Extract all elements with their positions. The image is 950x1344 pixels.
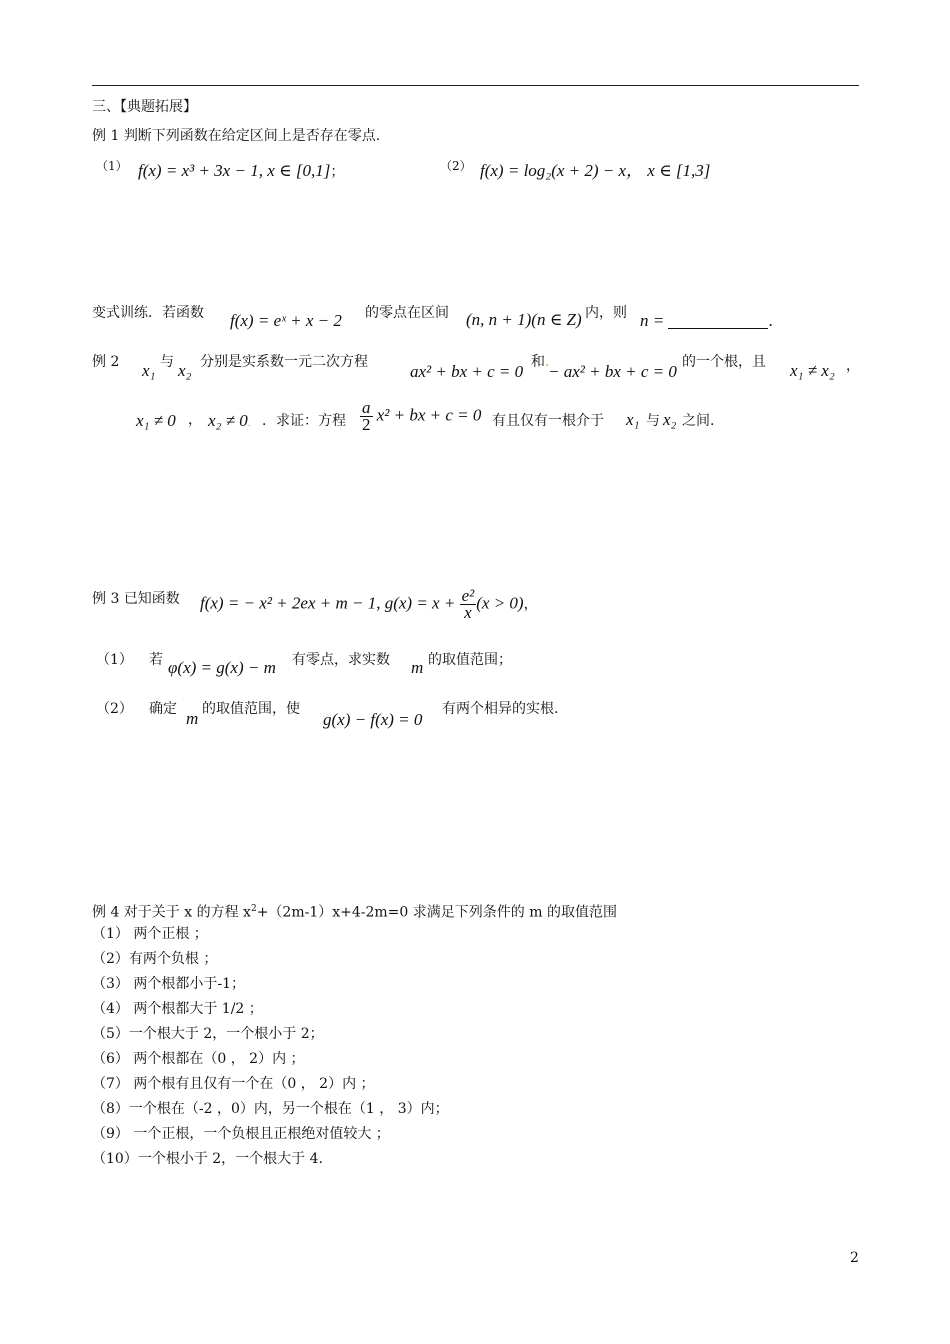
example-3-q2-label: （2）: [96, 701, 133, 717]
variant-text-a: 变式训练．若函数: [92, 305, 204, 321]
example-1-title: [92, 126, 380, 146]
example-4-intro-a: 例 4 对于关于 x 的方程 x: [92, 904, 251, 921]
example-1-text: 判断下列函数在给定区间上是否存在零点.: [123, 128, 381, 144]
example-4-item: （3） 两个根都小于-1；: [92, 976, 245, 992]
example-1-label: 例 1: [92, 128, 120, 144]
example-3-label-text: 例 3: [92, 591, 120, 607]
example-1-part-1-formula: [138, 160, 344, 184]
dot-mark: .: [545, 354, 550, 370]
example-4-item: （9） 一个正根，一个负根且正根绝对值较大 ；: [92, 1126, 390, 1142]
function-domain: (x > 0): [476, 593, 524, 613]
answer-blank: [668, 316, 768, 329]
example-2-and-3: 与: [646, 413, 660, 429]
example-3-q1-label: （1）: [96, 652, 133, 668]
example-3-q2-text-c: 有两个相异的实根.: [442, 701, 559, 717]
example-2-text-b: 的一个根，且: [682, 354, 766, 370]
example-1-part-2-formula: f(x) = log₂(x + 2) − x， x ∈ [1,3]: [480, 161, 711, 180]
example-3-q1-text-b: 有零点，求实数: [292, 652, 390, 668]
variant-end: .: [768, 311, 773, 330]
example-3-q2-text-a: 确定: [149, 701, 177, 717]
example-3-intro: 已知函数: [123, 591, 180, 607]
example-2-text-c: ．求证：方程: [262, 413, 346, 429]
example-4-item: （4） 两个根都大于 1/2 ；: [92, 1001, 263, 1017]
example-4-item: （5）一个根大于 2，一个根小于 2；: [92, 1026, 324, 1042]
example-4-intro: [92, 899, 617, 923]
example-3-q2-text-b: 的取值范围，使: [202, 701, 300, 717]
variant-function: f(x) = eˣ + x − 2: [230, 311, 342, 330]
page-number: 2: [850, 1250, 859, 1266]
example-3-label: [92, 589, 180, 609]
example-2-x2-b: x₂: [663, 410, 677, 429]
example-2-x1: x₁: [142, 361, 156, 380]
formula-text: f(x) = x³ + 3x − 1, x ∈ [0,1]: [138, 161, 331, 180]
example-4-item: （1） 两个正根 ；: [92, 926, 208, 942]
cond-2-text: x₂ ≠ 0: [208, 411, 248, 430]
example-1-part-1-label: （1）: [96, 159, 128, 173]
example-2-equation-3: [360, 400, 481, 433]
example-4-item: （2）有两个负根 ；: [92, 951, 218, 967]
example-2-x2: x₂: [178, 361, 192, 380]
example-2-text-e: 之间.: [682, 413, 715, 429]
fraction-numerator: a: [362, 398, 371, 417]
example-2-cond-1: x₁ ≠ 0: [136, 411, 176, 430]
and-text: 和: [531, 354, 545, 370]
header-rule: [92, 85, 859, 86]
example-3-q2-m: m: [186, 709, 199, 728]
example-2-text-d: 有且仅有一根介于: [492, 413, 604, 429]
example-3-q1-formula: φ(x) = g(x) − m: [168, 658, 276, 677]
example-4-item: （6） 两个根都在（0 ， 2）内 ；: [92, 1051, 305, 1067]
example-3-q1-if: 若: [149, 652, 163, 668]
formula-tail: ；: [330, 165, 345, 180]
example-3-q1-text-c: 的取值范围；: [428, 652, 512, 668]
dot-mark: .: [247, 415, 251, 429]
fraction-denominator: 2: [362, 415, 371, 434]
example-2-equation-1: ax² + bx + c = 0: [410, 362, 524, 381]
example-2-text-a: 分别是实系数一元二次方程: [200, 354, 368, 370]
example-4-item: （7） 两个根有且仅有一个在（0 ， 2）内 ；: [92, 1076, 375, 1092]
example-2-label: 例 2: [92, 354, 120, 370]
fraction-numerator: e²: [461, 586, 475, 605]
fraction-a-over-2: [360, 400, 373, 433]
example-4-item: （8）一个根在（-2 ，0）内，另一个根在（1 ， 3）内；: [92, 1101, 449, 1117]
variant-text-b: 的零点在区间: [365, 305, 449, 321]
example-3-q2-formula: g(x) − f(x) = 0: [323, 710, 423, 729]
example-4-intro-b: +（2m-1）x+4-2m=0 求满足下列条件的 m 的取值范围: [256, 904, 617, 921]
variant-n-equals: n =: [640, 311, 665, 330]
example-2-and: 与: [160, 354, 174, 370]
example-3-function: [200, 588, 538, 621]
section-title: 三、【典题拓展】: [92, 99, 197, 115]
variant-answer: [640, 310, 773, 332]
example-2-and-2: [531, 352, 549, 372]
function-end: ，: [523, 597, 538, 613]
example-2-inequality: x₁ ≠ x₂: [790, 361, 835, 380]
example-2-sep: ，: [188, 412, 202, 428]
variant-text-c: 内，则: [585, 305, 627, 321]
example-2-equation-2: − ax² + bx + c = 0: [548, 362, 677, 381]
function-text: f(x) = − x² + 2ex + m − 1, g(x) = x +: [200, 593, 456, 613]
example-2-x1-b: x₁: [626, 410, 640, 429]
equation-3-text: x² + bx + c = 0: [376, 405, 482, 425]
example-4-superscript: 2: [250, 904, 257, 914]
example-1-part-2-label: （2）: [440, 159, 472, 173]
fraction-denominator: x: [464, 603, 472, 622]
example-2-comma: ，: [846, 358, 860, 374]
example-2-cond-2: [208, 410, 251, 433]
fraction-e2-over-x: [460, 588, 477, 621]
example-3-q1-m: m: [411, 658, 424, 677]
variant-interval: (n, n + 1)(n ∈ Z): [466, 310, 582, 329]
example-4-item: （10）一个根小于 2，一个根大于 4.: [92, 1151, 323, 1167]
